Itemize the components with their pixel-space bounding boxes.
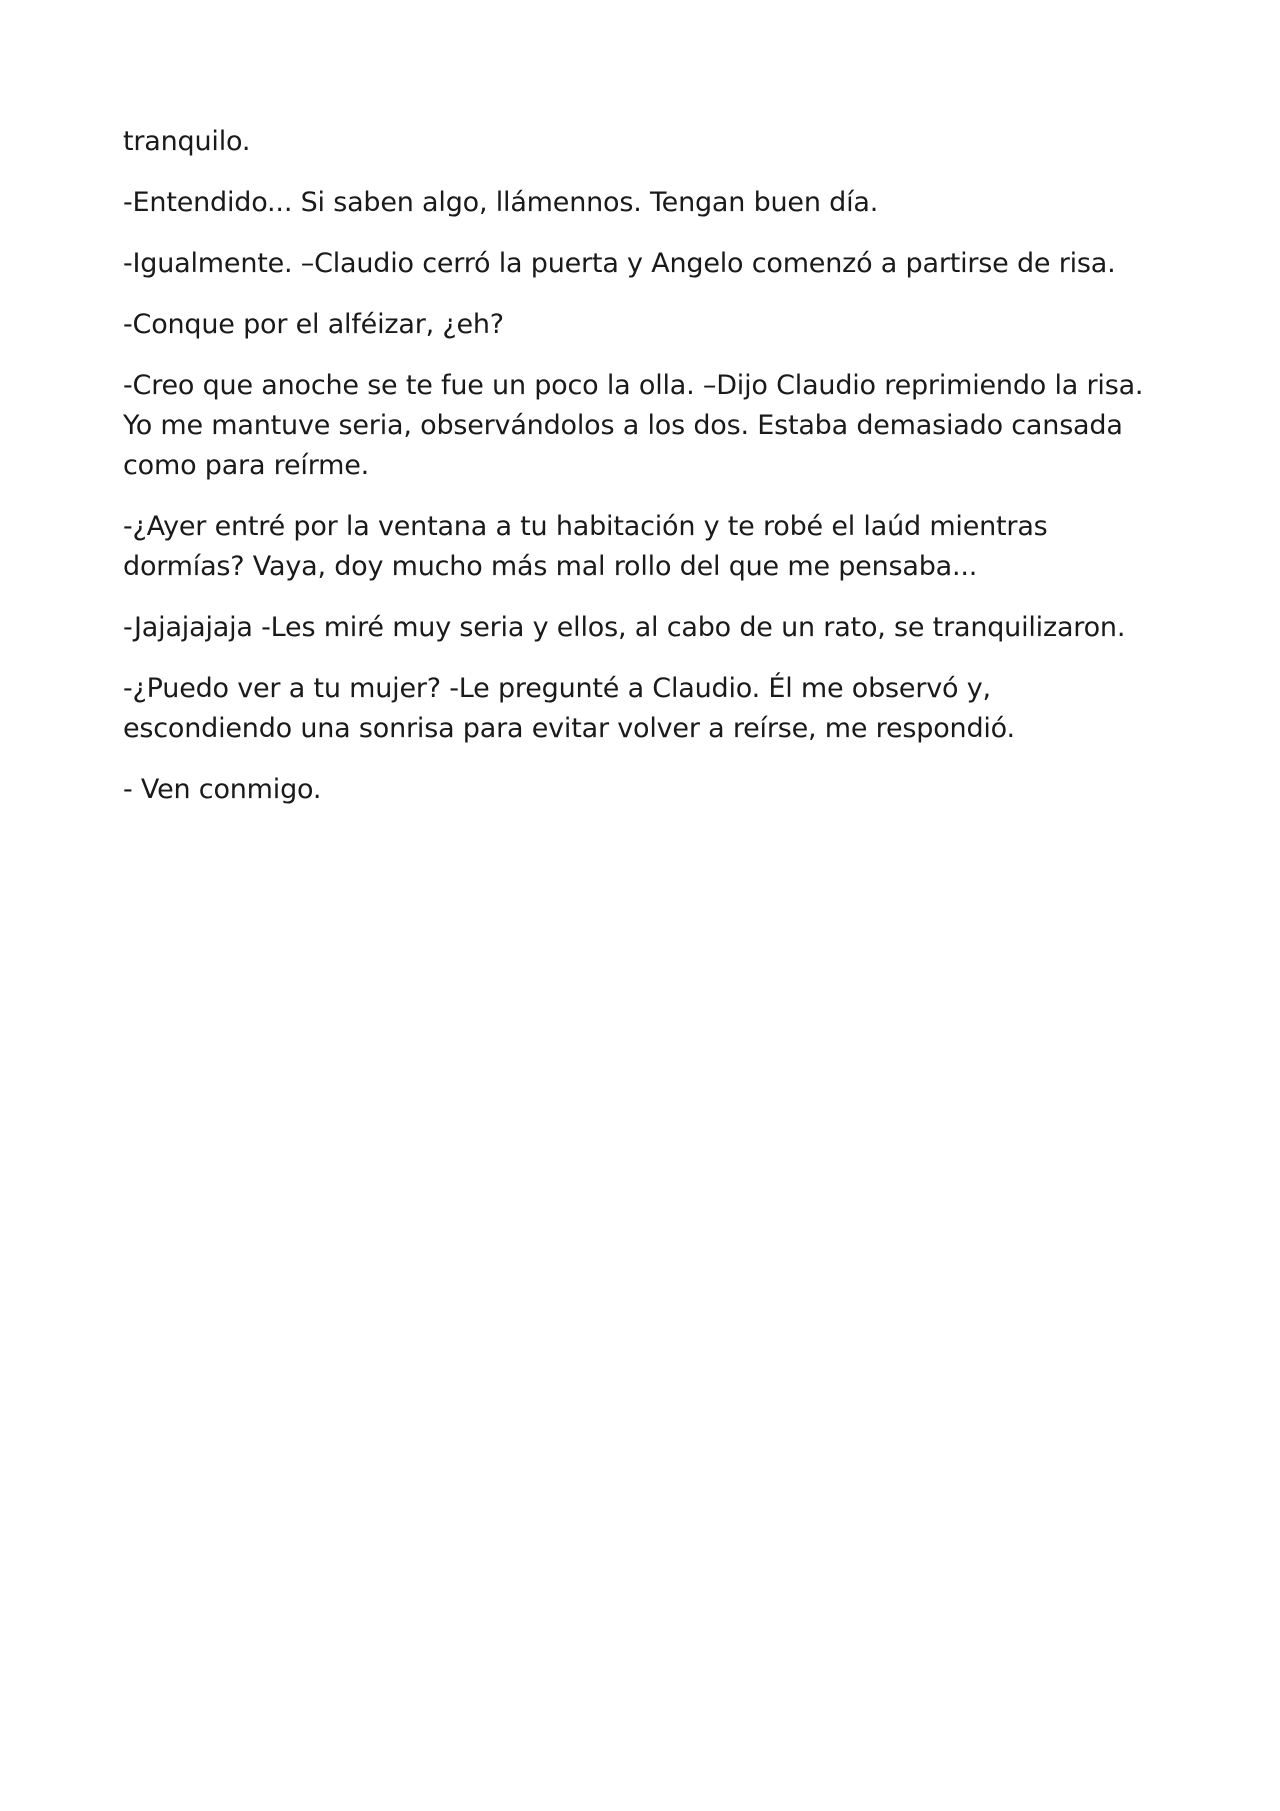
paragraph: -Creo que anoche se te fue un poco la olla. –Dijo Claudio reprimiendo la risa. Yo me mantuve seria, observándolos a los dos. Estaba demasiado cansada como para reírme. [123, 370, 1144, 481]
paragraph: -Igualmente. –Claudio cerró la puerta y Angelo comenzó a partirse de risa. [123, 248, 1116, 279]
paragraph: - Ven conmigo. [123, 774, 322, 805]
body-text [123, 122, 1163, 831]
paragraph: tranquilo. [123, 126, 251, 157]
paragraph: -Conque por el alféizar, ¿eh? [123, 309, 504, 340]
paragraph: -¿Ayer entré por la ventana a tu habitación y te robé el laúd mientras dormías? Vaya, doy mucho más mal rollo del que me pensaba... [123, 511, 1048, 582]
paragraph: -Entendido... Si saben algo, llámennos. Tengan buen día. [123, 187, 879, 218]
paragraph: -¿Puedo ver a tu mujer? -Le pregunté a Claudio. Él me observó y, escondiendo una sonrisa para evitar volver a reírse, me respondió. [123, 673, 1015, 744]
paragraph: -Jajajajaja -Les miré muy seria y ellos, al cabo de un rato, se tranquilizaron. [123, 612, 1126, 643]
